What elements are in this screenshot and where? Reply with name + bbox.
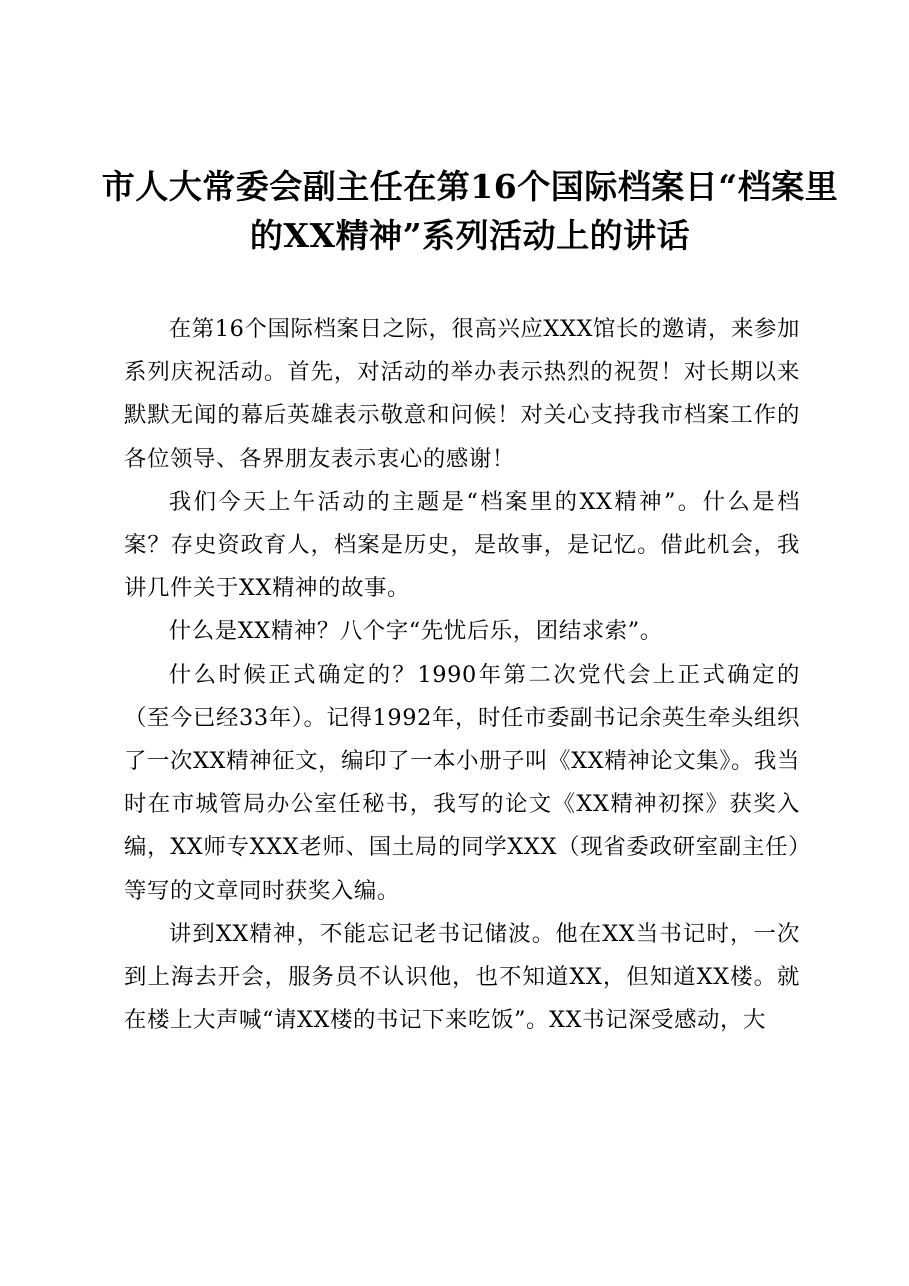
paragraph-opening: 在第16个国际档案日之际，很高兴应XXX馆长的邀请，来参加系列庆祝活动。首先，对活动的举办表示热烈的祝贺！对长期以来默默无闻的幕后英雄表示敬意和问候！对关心支持我市档案工作的各位领导、各界朋友表示衷心的感谢！ [124,316,800,472]
paragraph-history: 什么时候正式确定的？1990年第二次党代会上正式确定的（至今已经33年）。记得1992年，时任市委副书记余英生牵头组织了一次XX精神征文，编印了一本小册子叫《XX精神论文集》。我当时在市城管局办公室任秘书，我写的论文《XX精神初探》获奖入编，XX师专XXX老师、国土局的同学XXX（现省委政研室副主任）等写的文章同时获奖入编。 [124,661,800,904]
paragraph-theme: 我们今天上午活动的主题是“档案里的XX精神”。什么是档案？存史资政育人，档案是历史，是故事，是记忆。借此机会，我讲几件关于XX精神的故事。 [124,488,800,602]
paragraph-definition: 什么是XX精神？八个字“先忧后乐，团结求索”。 [168,618,663,645]
paragraph-story: 讲到XX精神，不能忘记老书记储波。他在XX当书记时，一次到上海去开会，服务员不认识他，也不知道XX，但知道XX楼。就在楼上大声喊“请XX楼的书记下来吃饭”。XX书记深受感动，大 [124,920,800,1034]
speech-title: 市人大常委会副主任在第16个国际档案日“档案里的XX精神”系列活动上的讲话 [101,167,839,255]
speech-body [124,308,800,1042]
